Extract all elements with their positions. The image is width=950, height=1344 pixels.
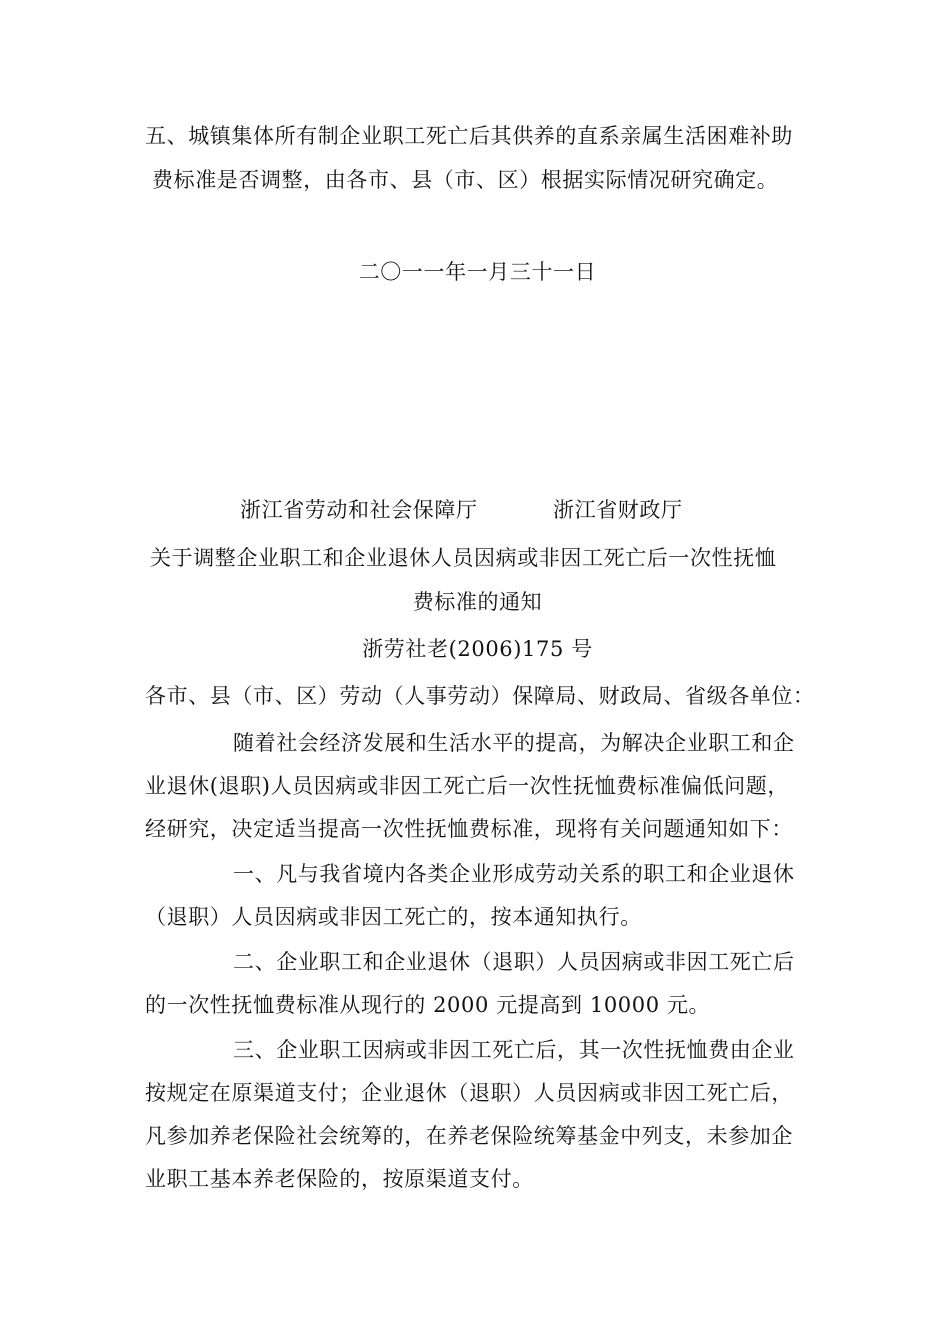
item5-text-line1: 五、城镇集体所有制企业职工死亡后其供养的直系亲属生活困难补助: [145, 124, 793, 148]
notice-title-line2: 费标准的通知: [412, 590, 543, 614]
intro-paragraph-line1: 随着社会经济发展和生活水平的提高，为解决企业职工和企: [233, 731, 795, 755]
intro-paragraph-line3: 经研究，决定适当提高一次性抚恤费标准，现将有关问题通知如下：: [145, 817, 793, 841]
item2-line1: 二、企业职工和企业退休（退职）人员因病或非因工死亡后: [233, 950, 795, 974]
intro-paragraph-line2: 业退休(退职)人员因病或非因工死亡后一次性抚恤费标准偏低问题，: [145, 774, 789, 798]
issuer-finance-department: 浙江省财政厅: [553, 498, 683, 522]
document-date: 二〇一一年一月三十一日: [358, 260, 597, 284]
item3-line3: 凡参加养老保险社会统筹的，在养老保险统筹基金中列支，未参加企: [145, 1124, 793, 1148]
recipients-line: 各市、县（市、区）劳动（人事劳动）保障局、财政局、省级各单位：: [145, 684, 815, 708]
item3-line2: 按规定在原渠道支付；企业退休（退职）人员因病或非因工死亡后，: [145, 1081, 793, 1105]
item2-line2: 的一次性抚恤费标准从现行的 2000 元提高到 10000 元。: [145, 993, 711, 1017]
item3-line1: 三、企业职工因病或非因工死亡后，其一次性抚恤费由企业: [233, 1038, 795, 1062]
item1-line2: （退职）人员因病或非因工死亡的，按本通知执行。: [145, 905, 642, 929]
notice-title-line1: 关于调整企业职工和企业退休人员因病或非因工死亡后一次性抚恤: [150, 546, 777, 570]
item5-text-line2: 费标准是否调整，由各市、县（市、区）根据实际情况研究确定。: [152, 168, 779, 192]
item3-line4: 业职工基本养老保险的，按原渠道支付。: [145, 1167, 534, 1191]
document-number: 浙劳社老(2006)175 号: [362, 637, 593, 661]
issuer-labor-department: 浙江省劳动和社会保障厅: [240, 498, 478, 522]
item1-line1: 一、凡与我省境内各类企业形成劳动关系的职工和企业退休: [233, 862, 795, 886]
